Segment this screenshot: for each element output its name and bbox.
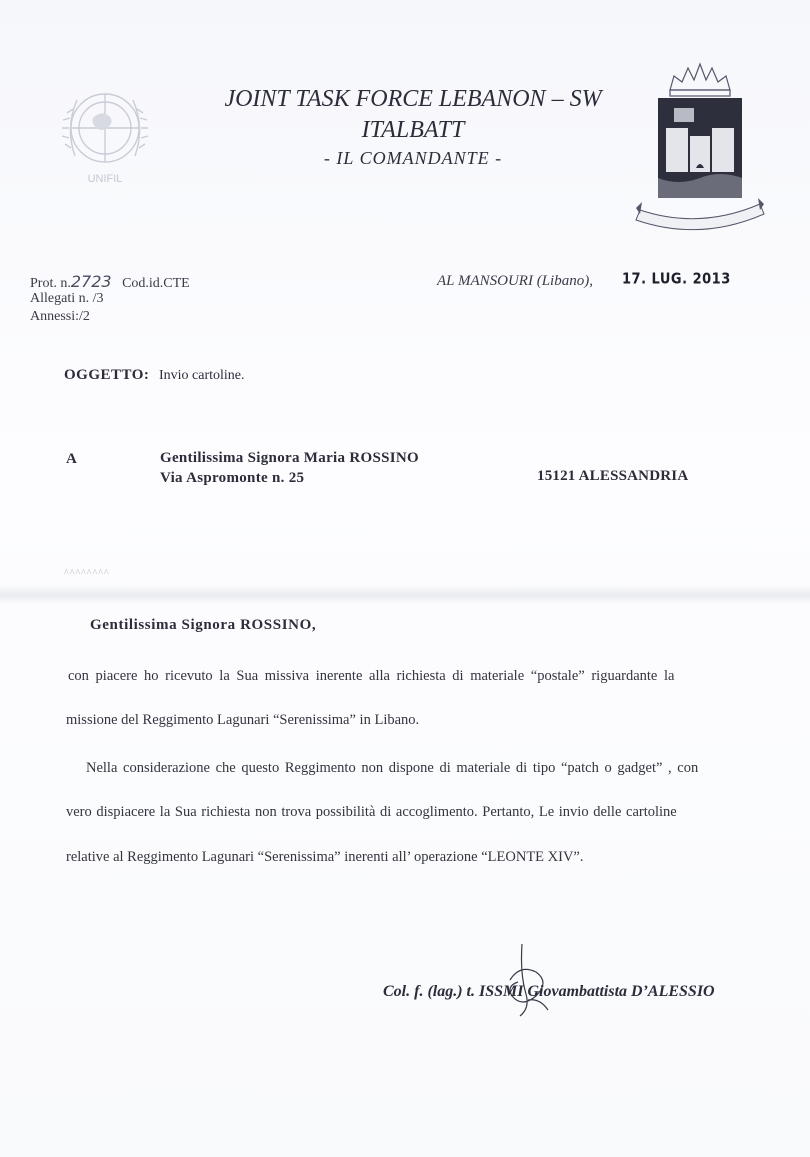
attachments-count: Allegati n. /3 (30, 291, 104, 306)
body-line: relative al Reggimento Lagunari “Serenissima” inerenti all’ operazione “LEONTE XIV”. (66, 849, 584, 865)
header-role: - IL COMANDANTE - (323, 148, 503, 168)
unifil-logo-text: UNIFIL (87, 173, 123, 185)
place-line: AL MANSOURI (Libano), (437, 273, 593, 289)
date-stamp: 17. LUG. 2013 (622, 270, 731, 289)
body-line: Nella considerazione che questo Reggimento non dispone di materiale di tipo “patch o gadget” , con (86, 760, 699, 776)
paper-fold (0, 585, 810, 605)
protocol-code: Cod.id.CTE (122, 276, 190, 291)
recipient-street: Via Aspromonte n. 25 (160, 470, 305, 486)
subject-label: OGGETTO: (64, 367, 150, 383)
body-line: missione del Reggimento Lagunari “Serenissima” in Libano. (66, 712, 420, 728)
body-line: con piacere ho ricevuto la Sua missiva inerente alla richiesta di materiale “postale” riguardante la (68, 668, 675, 684)
protocol-label: Prot. n. (30, 276, 71, 291)
recipient-name: Gentilissima Signora Maria ROSSINO (160, 450, 419, 466)
header-unit: ITALBATT (361, 117, 465, 143)
protocol-line (30, 272, 190, 292)
handwritten-signature (500, 940, 560, 1020)
recipient-city: 15121 ALESSANDRIA (537, 468, 689, 484)
recipient-prefix: A (66, 451, 77, 467)
separator-carets: ^^^^^^^^ (64, 568, 110, 579)
header-title: JOINT TASK FORCE LEBANON – SW (224, 86, 602, 112)
annexes-count: Annessi:/2 (30, 309, 90, 324)
signature-block: Col. f. (lag.) t. ISSMI Giovambattista D’ALESSIO (383, 983, 715, 1000)
body-line: vero dispiacere la Sua richiesta non trova possibilità di accoglimento. Pertanto, Le invio delle cartoline (66, 804, 677, 820)
subject-text: Invio cartoline. (159, 368, 245, 383)
greeting: Gentilissima Signora ROSSINO, (90, 617, 317, 633)
protocol-number: 2723 (70, 272, 112, 291)
